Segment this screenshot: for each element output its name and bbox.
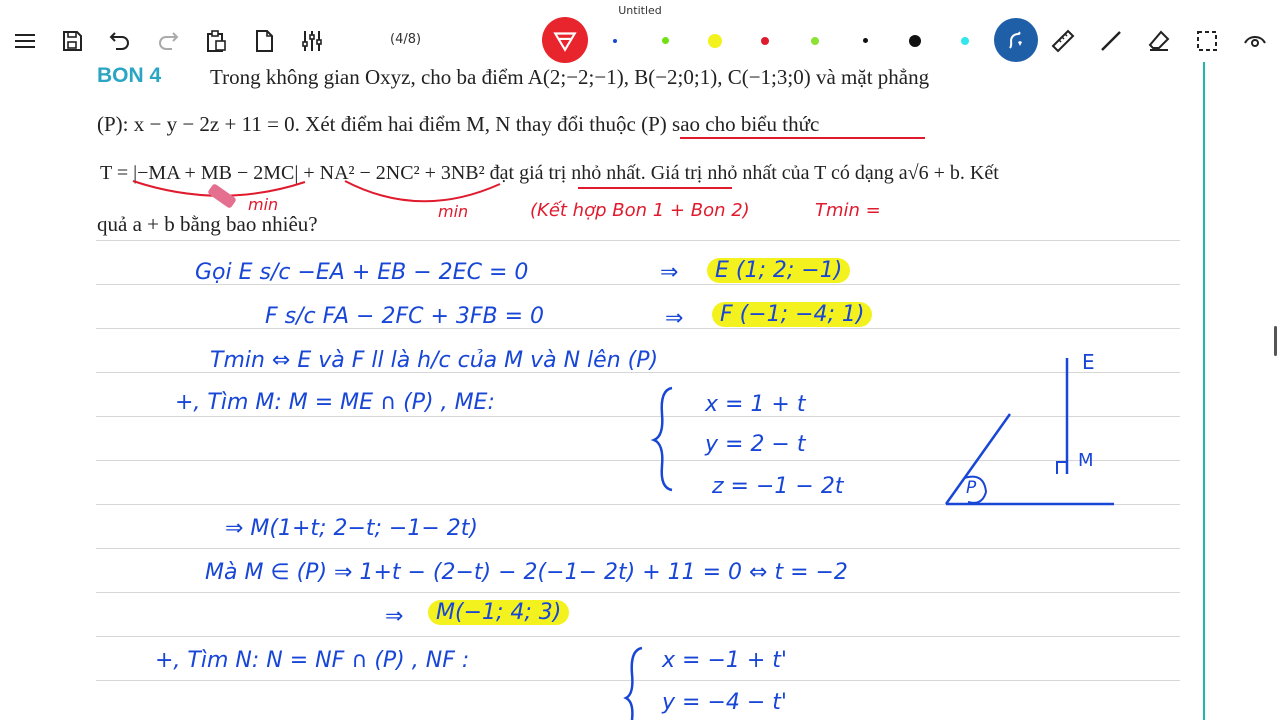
note-row-8: +, Tìm N: N = NF ∩ (P) , NF : — [155, 648, 470, 673]
color-lime[interactable] — [811, 37, 819, 45]
ruled-line — [96, 592, 1180, 593]
page-icon[interactable] — [249, 26, 279, 56]
ruled-line — [96, 328, 1180, 329]
menu-icon[interactable] — [10, 26, 40, 56]
problem-line-2: (P): x − y − 2z + 11 = 0. Xét điểm hai điểm M, N thay đổi thuộc (P) sao cho biểu thức — [97, 112, 820, 136]
pen-tool-icon[interactable] — [542, 17, 588, 63]
redo-icon[interactable] — [153, 26, 183, 56]
color-black[interactable] — [909, 35, 921, 47]
annotation-tmin: Tmin = — [815, 200, 881, 221]
page-margin-rail — [1203, 62, 1205, 720]
brace-2 — [620, 644, 650, 720]
ruler-icon[interactable] — [1048, 26, 1078, 56]
system1-z: z = −1 − 2t — [712, 474, 844, 499]
problem-line-4: quả a + b bằng bao nhiêu? — [97, 212, 318, 236]
line-icon[interactable] — [1096, 26, 1126, 56]
problem-line-3: T = |−MA + MB − 2MC| + NA² − 2NC² + 3NB² đạt giá trị nhỏ nhất. Giá trị nhỏ nhất của T có dạng a√6 + b. Kết — [100, 162, 999, 184]
result-e: E (1; 2; −1) — [707, 258, 850, 283]
color-blue-fine[interactable] — [613, 39, 617, 43]
result-m: M(−1; 4; 3) — [428, 600, 569, 625]
eraser-icon[interactable] — [1144, 26, 1174, 56]
sliders-icon[interactable] — [297, 26, 327, 56]
note-row-6: Mà M ∈ (P) ⇒ 1+t − (2−t) − 2(−1− 2t) + 11 = 0 ⇔ t = −2 — [205, 560, 848, 585]
scrollbar-thumb[interactable] — [1274, 326, 1277, 356]
result-f: F (−1; −4; 1) — [712, 302, 872, 327]
note-row-3: Tmin ⇔ E và F ll là h/c của M và N lên (P) — [210, 348, 659, 373]
system1-y: y = 2 − t — [705, 432, 806, 457]
selection-icon[interactable] — [1192, 26, 1222, 56]
note-page[interactable] — [0, 62, 1280, 720]
window-title: Untitled — [618, 4, 662, 17]
note-row-7-arrow: ⇒ — [385, 604, 404, 629]
sketch-label-m: M — [1078, 450, 1094, 471]
system2-y: y = −4 − t' — [662, 690, 787, 715]
note-row-2-arrow: ⇒ — [665, 306, 684, 331]
save-icon[interactable] — [57, 26, 87, 56]
color-green-small[interactable] — [662, 37, 669, 44]
system2-x: x = −1 + t' — [662, 648, 787, 673]
ruled-line — [96, 636, 1180, 637]
sketch-label-p: P — [966, 478, 977, 498]
red-underlines — [0, 62, 1280, 262]
color-yellow[interactable] — [708, 34, 722, 48]
ruled-line — [96, 548, 1180, 549]
projection-sketch — [930, 342, 1130, 512]
note-row-4: +, Tìm M: M = ME ∩ (P) , ME: — [175, 390, 495, 415]
annotation-combine: (Kết hợp Bon 1 + Bon 2) — [530, 200, 750, 221]
note-row-2: F s/c FA − 2FC + 3FB = 0 — [265, 304, 545, 329]
clipboard-icon[interactable] — [201, 26, 231, 56]
color-black-fine[interactable] — [863, 38, 868, 43]
problem-label: BON 4 — [97, 64, 162, 87]
stylus-settings-icon[interactable] — [994, 18, 1038, 62]
note-row-1: Gọi E s/c −EA + EB − 2EC = 0 — [195, 260, 529, 285]
undo-icon[interactable] — [105, 26, 135, 56]
note-row-1-arrow: ⇒ — [660, 260, 679, 285]
brace-1 — [650, 384, 680, 494]
view-icon[interactable] — [1240, 26, 1270, 56]
system1-x: x = 1 + t — [705, 392, 806, 417]
note-row-5: ⇒ M(1+t; 2−t; −1− 2t) — [225, 516, 478, 541]
color-cyan[interactable] — [961, 37, 969, 45]
page-indicator: (4/8) — [390, 32, 422, 47]
toolbar — [0, 20, 1280, 62]
problem-line-1: Trong không gian Oxyz, cho ba điểm A(2;−2;−1), B(−2;0;1), C(−1;3;0) và mặt phẳng — [210, 65, 930, 89]
annotation-min-1: min — [248, 195, 279, 214]
annotation-min-2: min — [438, 202, 469, 221]
sketch-label-e: E — [1082, 350, 1095, 374]
color-red[interactable] — [761, 37, 769, 45]
